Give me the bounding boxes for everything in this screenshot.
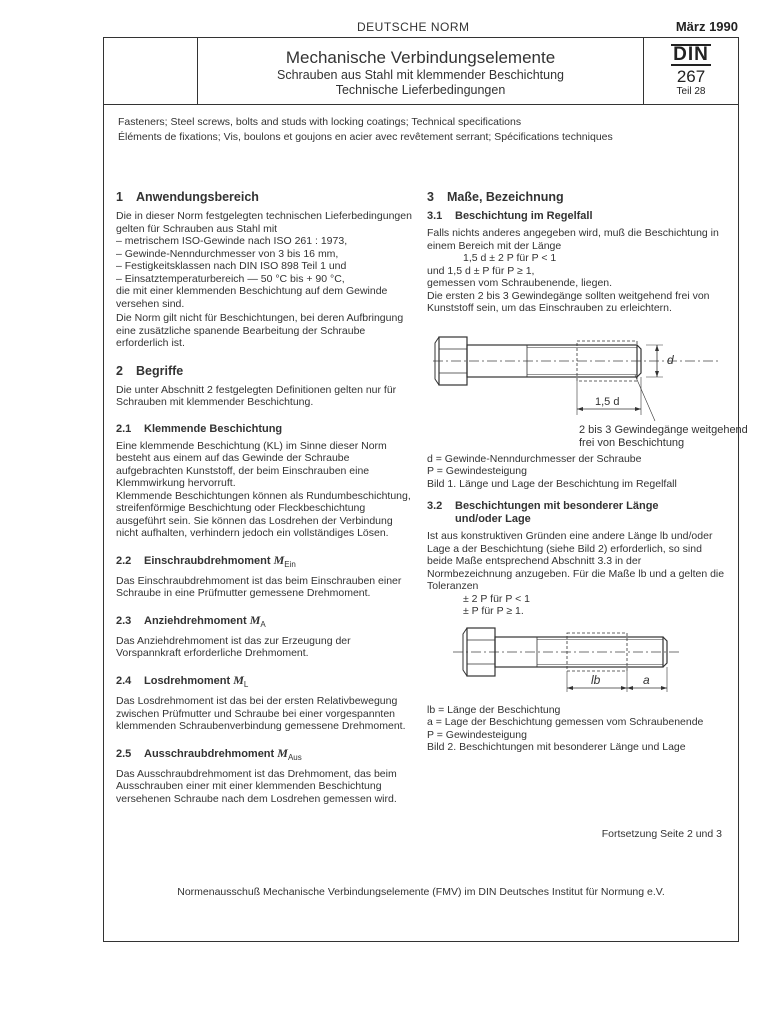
document-subtitle-1: Schrauben aus Stahl mit klemmender Beschichtung (277, 68, 564, 82)
section-2-2-heading: 2.2 Einschraubdrehmoment $M_{Ein}$ (116, 552, 296, 569)
continuation-note: Fortsetzung Seite 2 und 3 (601, 828, 722, 840)
din-number-block (643, 38, 738, 104)
figure-1-note-line-2: frei von Beschichtung (579, 436, 685, 449)
title-english: Fasteners; Steel screws, bolts and studs with locking coatings; Technical specifications (118, 116, 522, 128)
dimension-label-d: d (667, 352, 674, 367)
translated-titles (118, 115, 613, 145)
figure-1-legend-d: d = Gewinde-Nenndurchmesser der Schraube (427, 452, 642, 465)
din-part: Teil 28 (676, 86, 706, 97)
figure-1-legend-p: P = Gewindesteigung (427, 465, 527, 477)
figure-2-caption: Bild 2. Beschichtungen mit besonderer Länge und Lage (427, 741, 686, 753)
section-2-paragraph: Die unter Abschnitt 2 festgelegten Definitionen gelten nur für Schrauben mit klemmender Beschichtung. (116, 383, 397, 408)
section-3-1-paragraph-1: Falls nichts anderes angegeben wird, muß die Beschichtung in einem Bereich mit der Länge (427, 227, 719, 252)
section-2-1-heading: 2.1 Klemmende Beschichtung (116, 422, 283, 435)
section-2-5-heading: 2.5 Ausschraubdrehmoment $M_{Aus}$ (116, 745, 302, 762)
section-3-1-paragraph-3: Die ersten 2 bis 3 Gewindegänge sollten weitgehend frei von Kunststoff sein, um das Einschrauben zu erleichtern. (427, 289, 710, 314)
figure-1-note-line-1: 2 bis 3 Gewindegänge weitgehend (579, 423, 748, 436)
title-block-left-cell (104, 38, 198, 104)
list-item: – Gewinde-Nenndurchmesser von 3 bis 16 mm, (116, 247, 339, 260)
title-french: Éléments de fixations; Vis, boulons et goujons en acier avec revêtement serrant; Spécifications techniques (118, 131, 613, 143)
section-1-paragraph-3: Die Norm gilt nicht für Beschichtungen, bei deren Aufbringung eine zusätzliche spanende Bearbeitung der Schraube erforderlich ist. (116, 312, 404, 349)
dimension-label-a: a (643, 672, 650, 687)
list-item: – metrischem ISO-Gewinde nach ISO 261 : 1973, (116, 235, 348, 247)
section-1-paragraph-2: die mit einer klemmenden Beschichtung auf dem Gewinde versehen sind. (116, 285, 388, 310)
publication-date: März 1990 (675, 19, 738, 34)
section-2-3-paragraph: Das Anziehdrehmoment ist das zur Erzeugung der Vorspannkraft erforderliche Drehmoment. (116, 634, 351, 660)
figure-1-caption: Bild 1. Länge und Lage der Beschichtung im Regelfall (427, 477, 677, 490)
section-3-1-paragraph-2: gemessen vom Schraubenende, liegen. (427, 277, 613, 289)
section-2-4-paragraph: Das Losdrehmoment ist das bei der ersten Relativbewegung zwischen Prüfmutter und Schraube bei einer vorgespannten klemmenden Schraubenverbindung gemessene Drehmoment. (116, 695, 406, 733)
section-2-4-heading: 2.4 Losdrehmoment $M_L$ (116, 672, 249, 690)
section-2-1-paragraph-1: Eine klemmende Beschichtung (KL) im Sinne dieser Norm besteht aus einem auf das Gewinde der Schraube aufgebrachten Kunststoff, der beim Einschrauben eine Klemmwirkung hervorruft. (116, 439, 387, 489)
section-2-2-paragraph: Das Einschraubdrehmoment ist das beim Einschrauben einer Schraube in eine Prüfmutter gemessene Drehmoment. (116, 574, 402, 600)
document-subtitle-2: Technische Lieferbedingungen (335, 83, 506, 97)
section-1-heading: 1 Anwendungsbereich (116, 190, 259, 204)
left-column (116, 190, 412, 805)
dimension-label-1-5d: 1,5 d (595, 395, 620, 408)
document-title: Mechanische Verbindungselemente (285, 48, 556, 67)
tolerance-formula-2: und 1,5 d ± P für P ≥ 1, (427, 264, 535, 277)
din-logo: DIN (673, 44, 709, 65)
section-3-1-heading: 3.1 Beschichtung im Regelfall (427, 210, 593, 222)
standard-type-caption: DEUTSCHE NORM (357, 20, 470, 34)
figure-2-legend-p: P = Gewindesteigung (427, 728, 527, 741)
section-3-2-paragraph: Ist aus konstruktiven Gründen eine andere Länge lb und/oder Lage a der Beschichtung (siehe Bild 2) erforderlich, so sind beide Maße entsprechend Abschnitt 3.3 in der Normbezeichnung anzugeben. Für die Maße lb und a gelten die Toleranzen (427, 530, 725, 592)
tolerance-formula-4: ± P für P ≥ 1. (463, 605, 524, 617)
title-block (104, 38, 738, 105)
list-item: – Festigkeitsklassen nach DIN ISO 898 Teil 1 und (116, 260, 347, 272)
document-frame (103, 37, 748, 942)
dimension-label-lb: lb (591, 672, 601, 687)
section-2-5-paragraph: Das Ausschraubdrehmoment ist das Drehmoment, das beim Ausschrauben einer mit einer klemmenden Beschichtung versehenen Schraube nach dem Losdrehen gemessen wird. (116, 767, 397, 805)
title-block-center (198, 38, 643, 104)
figure-2-legend-a: a = Lage der Beschichtung gemessen vom Schraubenende (427, 716, 704, 728)
section-2-3-heading: 2.3 Anziehdrehmoment $M_A$ (116, 612, 266, 629)
committee-footer: Normenausschuß Mechanische Verbindungselemente (FMV) im DIN Deutsches Institut für Normung e.V. (177, 886, 665, 898)
section-3-heading: 3 Maße, Bezeichnung (427, 190, 564, 204)
right-column (427, 190, 748, 754)
section-2-1-paragraph-2: Klemmende Beschichtungen können als Rundumbeschichtung, streifenförmige Beschichtung oder Fleckbeschichtung ausgeführt sein. Sie können das Losdrehen der Verbindung nicht aufhalten, verhindern jedoch ein vollständiges Lösen. (116, 489, 411, 539)
figure-2-legend-lb: lb = Länge der Beschichtung (427, 703, 561, 716)
section-3-2-heading: 3.2 Beschichtungen mit besonderer Länge und/oder Lage (427, 500, 659, 525)
section-1-intro: Die in dieser Norm festgelegten technischen Lieferbedingungen gelten für Schrauben aus Stahl mit (116, 210, 412, 235)
figure-1-bolt-drawing (427, 319, 748, 449)
tolerance-formula-3: ± 2 P für P < 1 (463, 592, 530, 605)
list-item: – Einsatztemperaturbereich — 50 °C bis + 90 °C, (116, 272, 345, 285)
din-number: 267 (676, 67, 706, 86)
figure-2-bolt-drawing (427, 620, 727, 702)
tolerance-formula-1: 1,5 d ± 2 P für P < 1 (463, 252, 557, 264)
section-2-heading: 2 Begriffe (116, 363, 184, 378)
